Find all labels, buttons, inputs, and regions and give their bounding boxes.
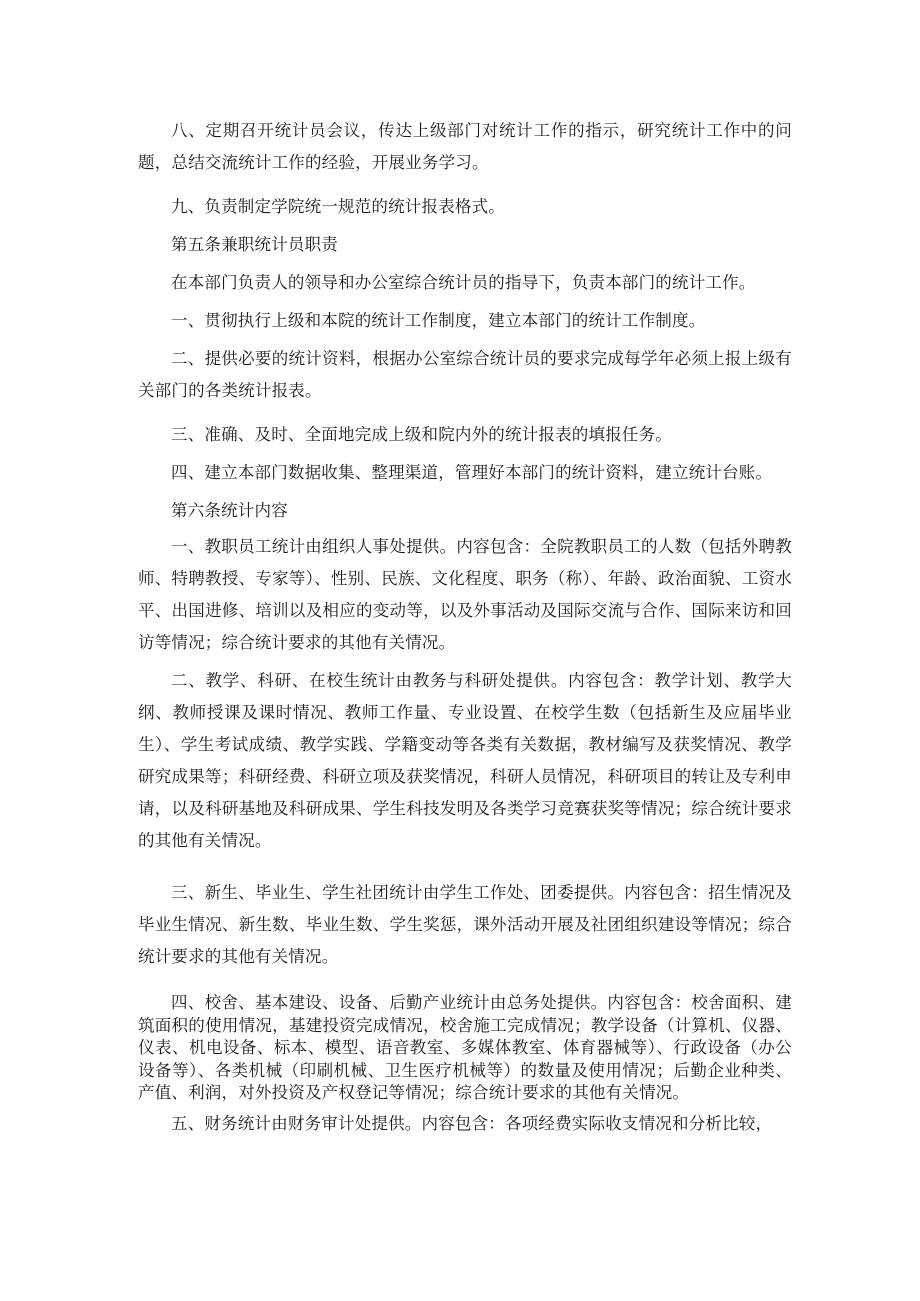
paragraph-content-3: 三、新生、毕业生、学生社团统计由学生工作处、团委提供。内容包含：招生情况及毕业生情况、新生数、毕业生数、学生奖惩，课外活动开展及社团组织建设等情况；综合统计要求的其他有关情况。 (138, 883, 792, 966)
paragraph-content-5: 五、财务统计由财务审计处提供。内容包含：各项经费实际收支情况和分析比较， (171, 1114, 773, 1133)
paragraph-content-2: 二、教学、科研、在校生统计由教务与科研处提供。内容包含：教学计划、教学大纲、教师授课及课时情况、教师工作量、专业设置、在校学生数（包括新生及应届毕业生）、学生考试成绩、教学实践、学籍变动等各类有关数据，教材编写及获奖情况、教学研究成果等；科研经费、科研立项及获奖情况，科研人员情况，科研项目的转让及专利申请，以及科研基地及科研成果、学生科技发明及各类学习竞赛获奖等情况；综合统计要求的其他有关情况。 (138, 671, 792, 850)
paragraph-item-8: 八、定期召开统计员会议，传达上级部门对统计工作的指示，研究统计工作中的问题，总结交流统计工作的经验，开展业务学习。 (138, 121, 792, 172)
paragraph-duty-2: 二、提供必要的统计资料，根据办公室综合统计员的要求完成每学年必须上报上级有关部门的各类统计报表。 (138, 349, 792, 400)
paragraph-content-1: 一、教职员工统计由组织人事处提供。内容包含：全院教职员工的人数（包括外聘教师、特聘教授、专家等）、性别、民族、文化程度、职务（称）、年龄、政治面貌、工资水平、出国进修、培训以及相应的变动等，以及外事活动及国际交流与合作、国际来访和回访等情况；综合统计要求的其他有关情况。 (138, 537, 792, 652)
paragraph-part-time-intro: 在本部门负责人的领导和办公室综合统计员的指导下，负责本部门的统计工作。 (171, 273, 756, 292)
paragraph-duty-1: 一、贯彻执行上级和本院的统计工作制度，建立本部门的统计工作制度。 (171, 311, 706, 330)
paragraph-item-9: 九、负责制定学院统一规范的统计报表格式。 (171, 197, 505, 216)
paragraph-duty-4: 四、建立本部门数据收集、整理渠道，管理好本部门的统计资料，建立统计台账。 (171, 463, 773, 482)
paragraph-content-4: 四、校舍、基本建设、设备、后勤产业统计由总务处提供。内容包含：校舍面积、建筑面积的使用情况，基建投资完成情况，校舍施工完成情况；教学设备（计算机、仪器、仪表、机电设备、标本、模型、语音教室、多媒体教室、体育器械等）、行政设备（办公设备等）、各类机械（印刷机械、卫生医疗机械等）的数量及使用情况；后勤企业种类、产值、利润，对外投资及产权登记等情况；综合统计要求的其他有关情况。 (138, 993, 792, 1102)
paragraph-duty-3: 三、准确、及时、全面地完成上级和院内外的统计报表的填报任务。 (171, 425, 672, 444)
section-heading-article-6: 第六条统计内容 (171, 501, 288, 520)
section-heading-article-5: 第五条兼职统计员职责 (171, 235, 338, 254)
